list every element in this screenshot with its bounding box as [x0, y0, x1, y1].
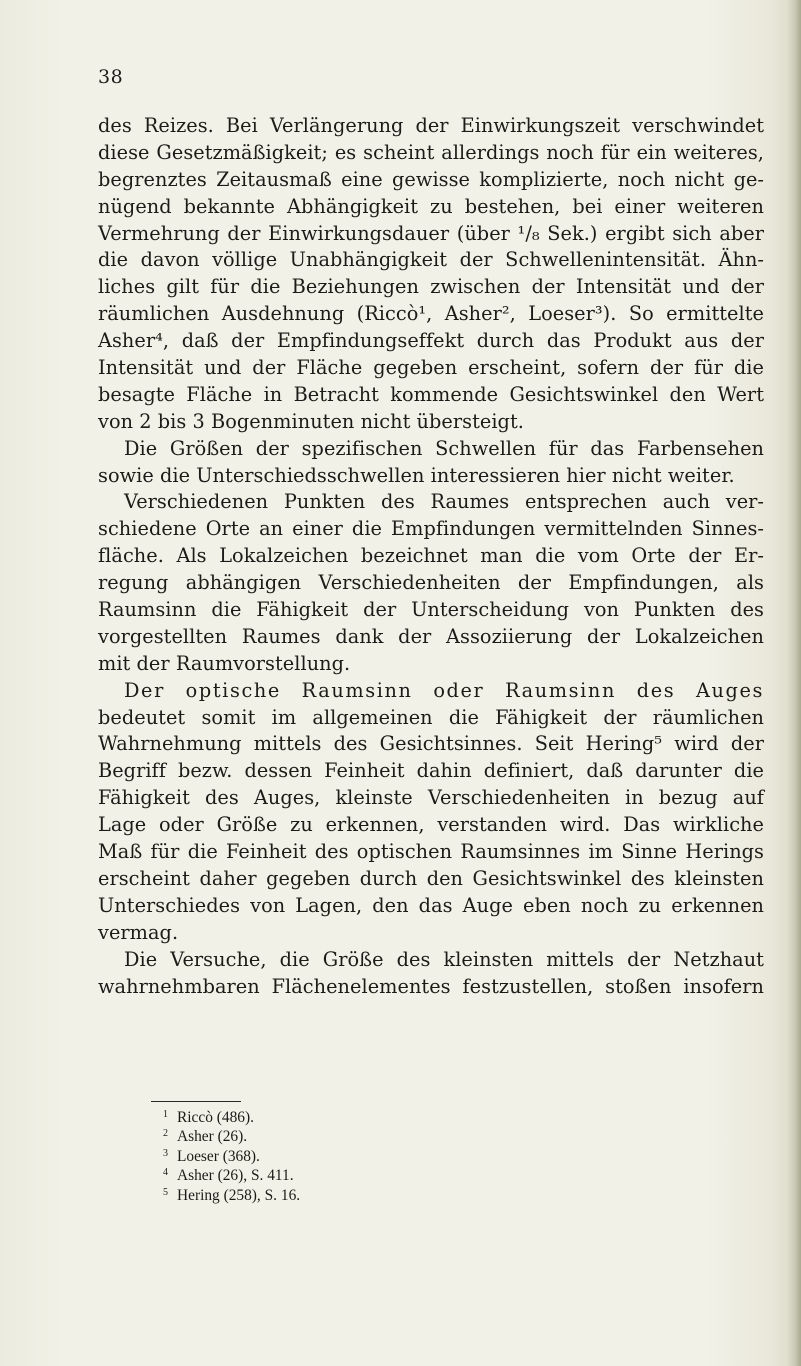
text-line: Unterschiedes von Lagen, den das Auge eben noch zu erkennen [98, 893, 764, 917]
body-text [98, 113, 764, 1000]
text-line: begrenztes Zeitausmaß eine gewisse komplizierte, noch nicht ge- [98, 167, 764, 191]
footnote-mark: 1 [163, 1109, 168, 1120]
footnote-text: Riccò (486). [177, 1109, 254, 1126]
footnote-text: Asher (26). [177, 1128, 248, 1146]
text-line: Die Versuche, die Größe des kleinsten mittels der Netzhaut [124, 947, 764, 971]
text-line: räumlichen Ausdehnung (Riccò¹, Asher², Loeser³). So ermittelte [98, 302, 764, 326]
footnote-mark: 4 [163, 1167, 168, 1179]
text-line: liches gilt für die Beziehungen zwischen der Intensität und der [98, 275, 764, 299]
footnote-text: Loeser (368). [177, 1147, 260, 1165]
text-line: des Reizes. Bei Verlängerung der Einwirkungszeit verschwindet [98, 114, 764, 137]
text-line: regung abhängigen Verschiedenheiten der Empfindungen, als [98, 571, 764, 595]
footnote [163, 1166, 300, 1185]
footnote-mark: 3 [163, 1147, 168, 1159]
footnote-divider [151, 1101, 241, 1102]
footnote [163, 1127, 300, 1146]
text-line: fläche. Als Lokalzeichen bezeichnet man die vom Orte der Er- [98, 544, 764, 568]
text-line: bedeutet somit im allgemeinen die Fähigkeit der räumlichen [98, 705, 764, 729]
text-line: Raumsinn die Fähigkeit der Unterscheidung von Punkten des [98, 598, 764, 622]
footnotes [163, 1108, 300, 1205]
text-line: die davon völlige Unabhängigkeit der Schwellenintensität. Ähn- [98, 248, 764, 272]
footnote-mark: 5 [163, 1186, 168, 1198]
text-line: vorgestellten Raumes dank der Assoziierung der Lokalzeichen [98, 624, 764, 648]
page-number: 38 [98, 66, 124, 88]
footnote [163, 1147, 300, 1166]
text-line: Begriff bezw. dessen Feinheit dahin definiert, daß darunter die [98, 759, 764, 783]
text-line: Der optische Raumsinn oder Raumsinn des Auges [124, 678, 764, 702]
text-line: Intensität und der Fläche gegeben erscheint, sofern der für die [98, 356, 764, 380]
footnote-text: Hering (258), S. 16. [177, 1186, 301, 1204]
text-line: Die Größen der spezifischen Schwellen für das Farbensehen [124, 436, 764, 460]
text-line: besagte Fläche in Betracht kommende Gesichtswinkel den Wert [98, 382, 764, 406]
text-line: Fähigkeit des Auges, kleinste Verschiedenheiten in bezug auf [98, 786, 764, 810]
text-line: Maß für die Feinheit des optischen Raumsinnes im Sinne Herings [98, 840, 764, 864]
text-line: sowie die Unterschiedsschwellen interessieren hier nicht weiter. [98, 463, 735, 487]
text-line: von 2 bis 3 Bogenminuten nicht übersteigt. [98, 409, 524, 433]
footnote [163, 1186, 300, 1205]
footnote-mark: 2 [163, 1128, 168, 1140]
text-line: Verschiedenen Punkten des Raumes entsprechen auch ver- [124, 490, 764, 514]
text-line: diese Gesetzmäßigkeit; es scheint allerdings noch für ein weiteres, [98, 140, 764, 164]
footnote [163, 1108, 300, 1127]
text-line: schiedene Orte an einer die Empfindungen vermittelnden Sinnes- [98, 517, 764, 541]
text-line: wahrnehmbaren Flächenelementes festzustellen, stoßen insofern [98, 974, 764, 998]
text-line: erscheint daher gegeben durch den Gesichtswinkel des kleinsten [98, 866, 764, 890]
text-line: vermag. [98, 920, 179, 944]
text-line: mit der Raumvorstellung. [98, 651, 351, 675]
text-line: Asher⁴, daß der Empfindungseffekt durch das Produkt aus der [98, 329, 764, 353]
page-edge-shadow [787, 0, 801, 1366]
text-line: nügend bekannte Abhängigkeit zu bestehen, bei einer weiteren [98, 194, 764, 218]
text-line: Vermehrung der Einwirkungsdauer (über ¹/₈ Sek.) ergibt sich aber [98, 221, 764, 245]
footnote-text: Asher (26), S. 411. [177, 1167, 294, 1185]
text-line: Wahrnehmung mittels des Gesichtsinnes. Seit Hering⁵ wird der [98, 732, 764, 756]
text-line: Lage oder Größe zu erkennen, verstanden wird. Das wirkliche [98, 813, 764, 837]
